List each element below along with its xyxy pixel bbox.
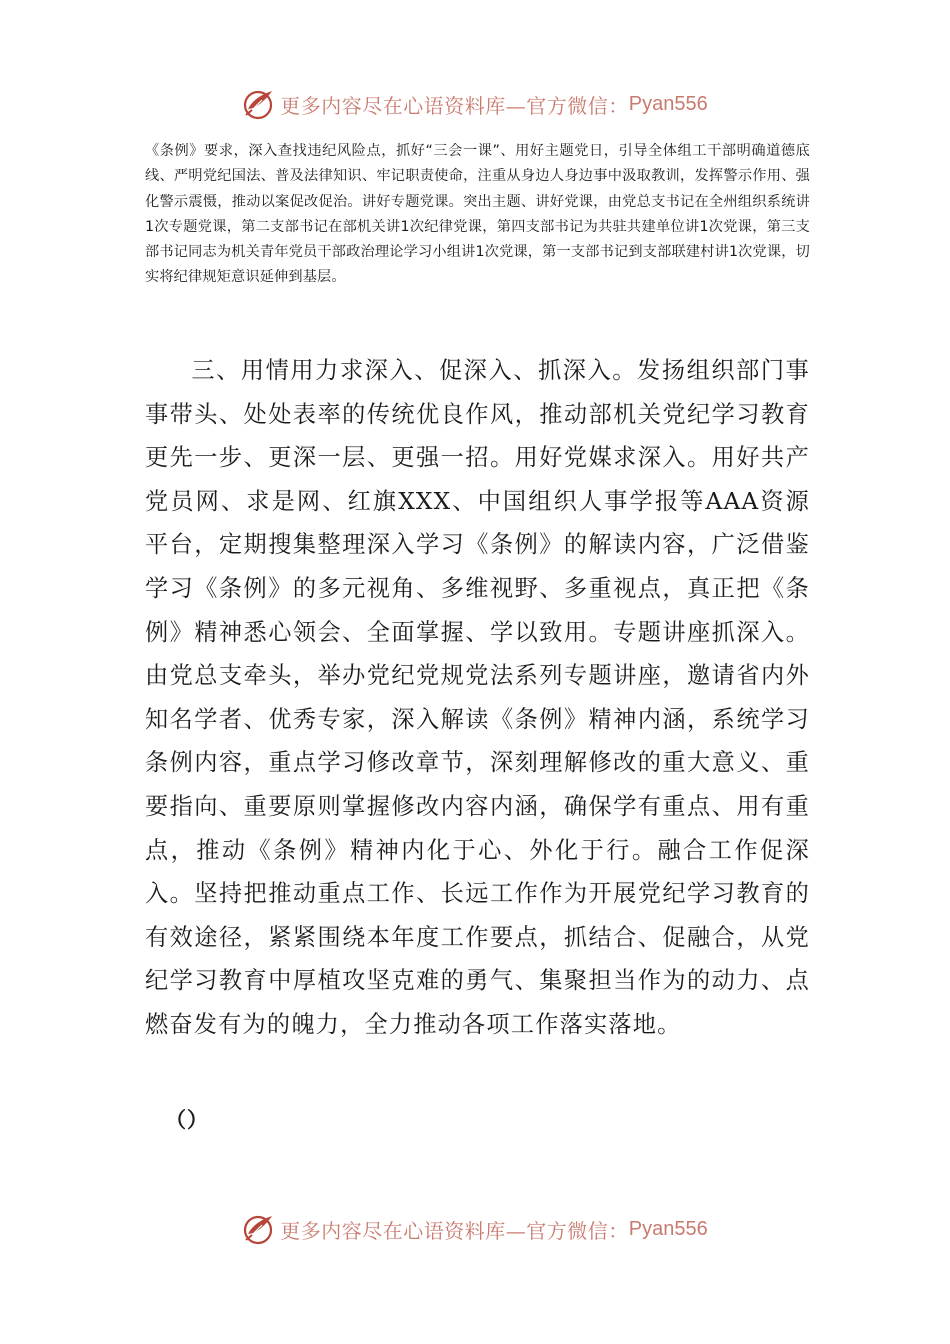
continuation-paragraph: 《条例》要求，深入查找违纪风险点，抓好“三会一课”、用好主题党日，引导全体组工干部明确道德底线、严明党纪国法、普及法律知识、牢记职责使命，注重从身边人身边事中汲取教训，发挥警示作用、强化警示震慑，推动以案促改促治。讲好专题党课。突出主题、讲好党课，由党总支书记在全州组织系统讲1次专题党课，第二支部书记在部机关讲1次纪律党课，第四支部书记为共驻共建单位讲1次党课，第三支部书记同志为机关青年党员干部政治理论学习小组讲1次党课，第一支部书记到支部联建村讲1次党课，切实将纪律规矩意识延伸到基层。 — [145, 143, 810, 286]
quill-pen-circle-icon — [242, 87, 276, 121]
quill-pen-circle-icon — [242, 1212, 276, 1246]
wechat-id: Pyan556 — [628, 92, 708, 115]
empty-parentheses: （） — [165, 1109, 209, 1132]
section-three-paragraph: 三、用情用力求深入、促深入、抓深入。发扬组织部门事事带头、处处表率的传统优良作风，推动部机关党纪学习教育更先一步、更深一层、更强一招。用好党媒求深入。用好共产党员网、求是网、红旗XXX、中国组织人事学报等AAA资源平台，定期搜集整理深入学习《条例》的解读内容，广泛借鉴学习《条例》的多元视角、多维视野、多重视点，真正把《条例》精神悉心领会、全面掌握、学以致用。专题讲座抓深入。由党总支牵头，举办党纪党规党法系列专题讲座，邀请省内外知名学者、优秀专家，深入解读《条例》精神内涵，系统学习条例内容，重点学习修改章节，深刻理解修改的重大意义、重要指向、重要原则掌握修改内容内涵，确保学有重点、用有重点，推动《条例》精神内化于心、外化于行。融合工作促深入。坚持把推动重点工作、长远工作作为开展党纪学习教育的有效途径，紧紧围绕本年度工作要点，抓结合、促融合，从党纪学习教育中厚植攻坚克难的勇气、集聚担当作为的动力、点燃奋发有为的魄力，全力推动各项工作落实落地。 — [145, 357, 810, 1038]
footer-banner — [0, 1207, 950, 1251]
header-banner — [0, 82, 950, 126]
banner-text: 更多内容尽在心语资料库—官方微信： — [280, 93, 629, 118]
banner-text: 更多内容尽在心语资料库—官方微信： — [280, 1218, 629, 1243]
wechat-id: Pyan556 — [628, 1217, 708, 1240]
